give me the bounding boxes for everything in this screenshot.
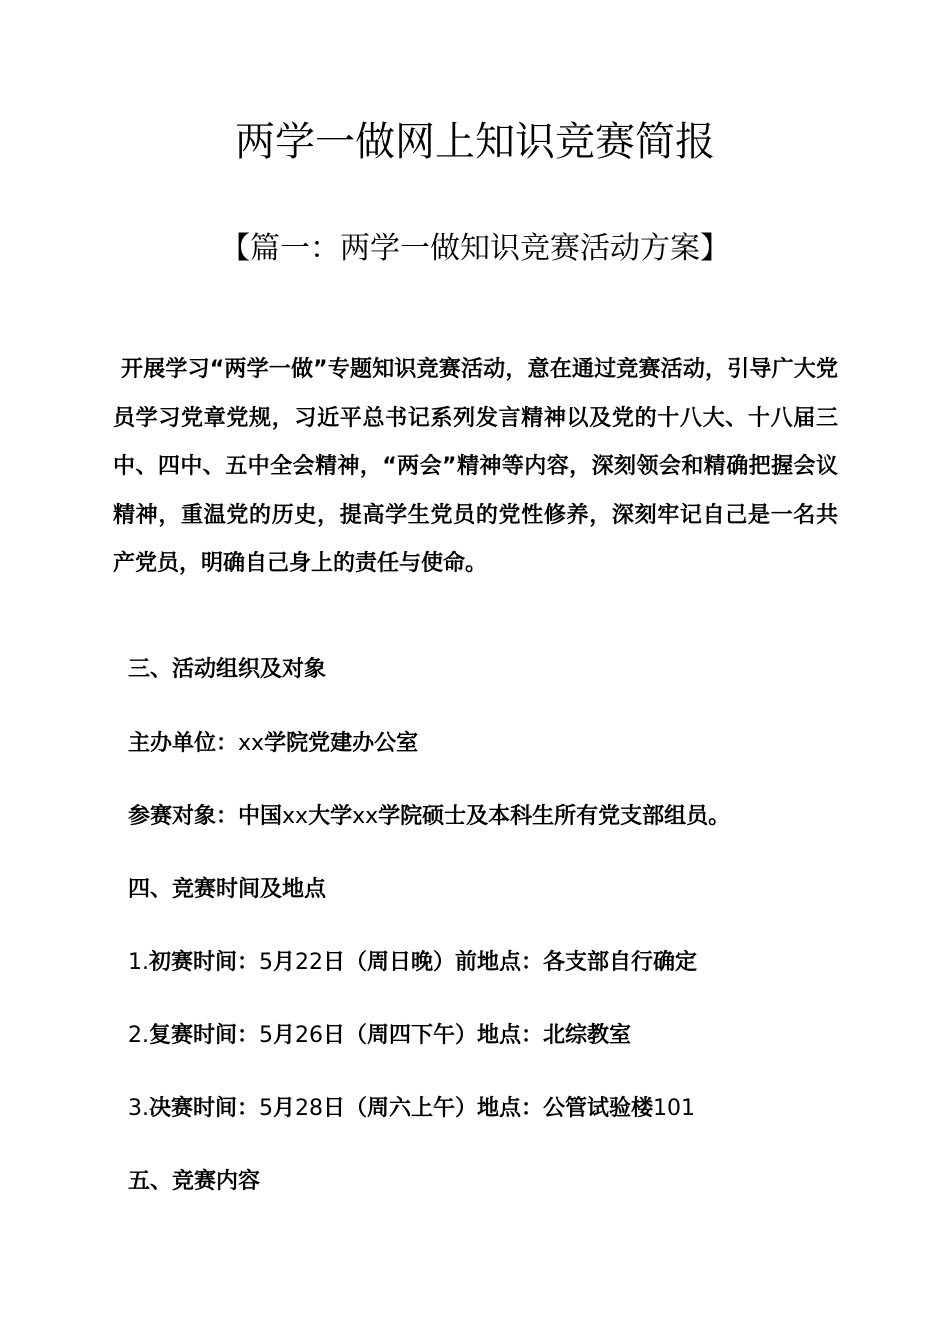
schedule-month: 5: [259, 1023, 274, 1048]
schedule-label: 复赛时间：: [149, 1023, 260, 1048]
intro-paragraph: 开展学习“两学一做”专题知识竞赛活动，意在通过竞赛活动，引导广大党员学习党章党规，习近平总书记系列发言精神以及党的十八大、十八届三中、四中、五中全会精神，“两会”精神等内容，深刻领会和精确把握会议精神，重温党的历史，提高学生党员的党性修养，深刻牢记自己是一名共产党员，明确自己身上的责任与使命。: [113, 357, 838, 577]
schedule-day: 28: [295, 1096, 324, 1121]
organizer-plain: xx: [238, 731, 265, 756]
section-4-heading: 四、竞赛时间及地点: [128, 877, 327, 902]
participants-mid: 大学: [308, 804, 353, 829]
schedule-line-3: [128, 1091, 695, 1127]
organizer-label: 主办单位：: [128, 731, 239, 756]
schedule-month-unit: 月: [273, 950, 296, 975]
participants-plain-2: xx: [352, 804, 379, 829]
schedule-line-2: [128, 1018, 631, 1054]
schedule-num: 2.: [128, 1023, 149, 1048]
participants-rest: 学院硕士及本科生所有党支部组员。: [378, 804, 731, 829]
schedule-month-unit: 月: [273, 1096, 296, 1121]
schedule-label: 初赛时间：: [149, 950, 260, 975]
participants-line: [128, 799, 730, 835]
schedule-day: 22: [295, 950, 324, 975]
schedule-detail: 日（周日晚）前地点：各支部自行确定: [323, 950, 698, 975]
participants-label: 参赛对象：中国: [128, 804, 283, 829]
organizer-rest: 学院党建办公室: [264, 731, 419, 756]
document-title: 两学一做网上知识竞赛简报: [235, 119, 715, 165]
document-subtitle: 【篇一：两学一做知识竞赛活动方案】: [220, 231, 730, 266]
schedule-num: 3.: [128, 1096, 149, 1121]
schedule-month: 5: [259, 950, 274, 975]
schedule-detail: 日（周四下午）地点：北综教室: [323, 1023, 632, 1048]
participants-plain-1: xx: [282, 804, 309, 829]
schedule-month: 5: [259, 1096, 274, 1121]
section-5-heading: 五、竞赛内容: [128, 1169, 261, 1194]
schedule-month-unit: 月: [273, 1023, 296, 1048]
schedule-label: 决赛时间：: [149, 1096, 260, 1121]
schedule-detail: 日（周六上午）地点：公管试验楼: [323, 1096, 654, 1121]
schedule-room-number: 101: [653, 1096, 696, 1121]
organizer-line: [128, 726, 418, 762]
schedule-line-1: [128, 945, 697, 981]
schedule-day: 26: [295, 1023, 324, 1048]
schedule-num: 1.: [128, 950, 149, 975]
section-3-heading: 三、活动组织及对象: [128, 657, 327, 682]
